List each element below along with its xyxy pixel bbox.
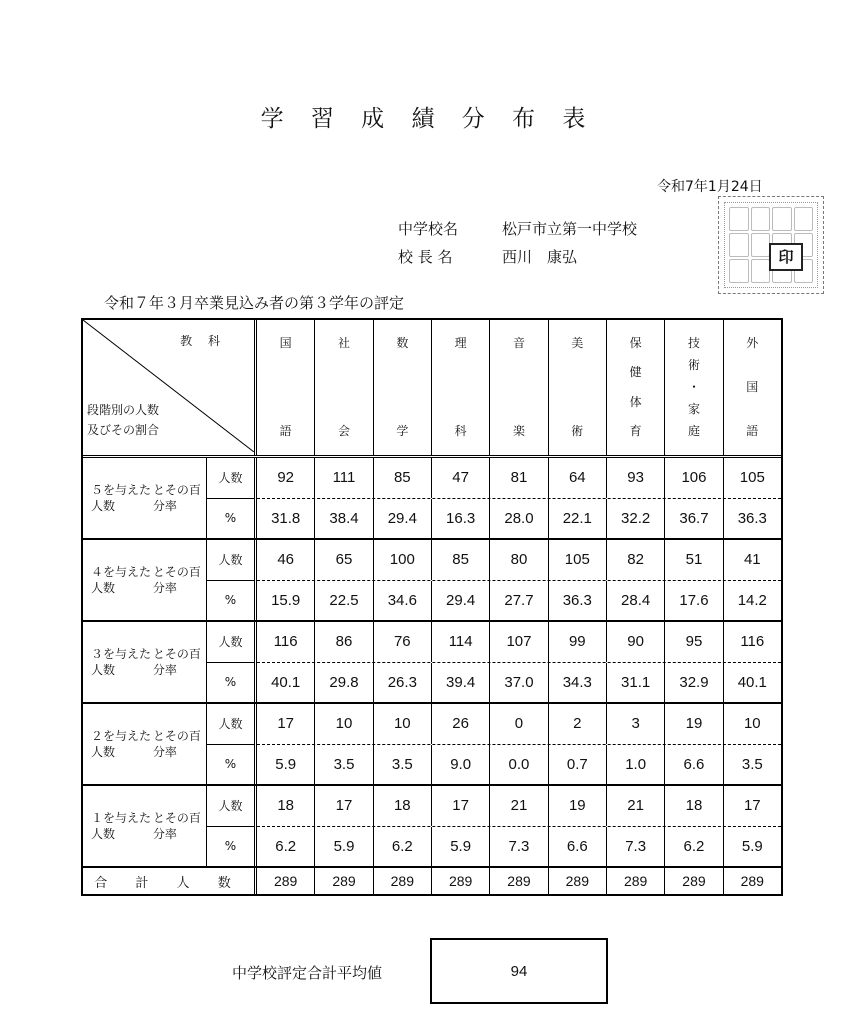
percent-row [257, 745, 781, 785]
unit-count-label: 人数 [207, 540, 254, 581]
grade-label [83, 786, 207, 866]
subject-char: 数 [396, 336, 409, 350]
count-cell: 81 [490, 458, 548, 498]
row-axis-label-line1: 段階別の人数 [87, 403, 160, 417]
total-cell: 289 [315, 868, 373, 894]
percent-cell: 6.2 [374, 827, 432, 867]
grade-label-line1: １を与えた人数 [91, 811, 152, 841]
subject-header-9 [724, 320, 781, 455]
percent-cell: 3.5 [374, 745, 432, 785]
grade-label-line1: ４を与えた人数 [91, 565, 152, 595]
count-cell: 105 [739, 469, 765, 487]
subject-char: 育 [629, 424, 642, 438]
percent-cell: 5.9 [741, 837, 763, 855]
count-cell: 10 [315, 704, 373, 744]
subject-char: 体 [629, 394, 642, 409]
unit-pct-label: % [224, 757, 237, 772]
percent-row [257, 581, 781, 621]
principal-name: 西川 康弘 [502, 248, 578, 266]
total-cell: 289 [549, 868, 607, 894]
percent-cell: 17.6 [665, 581, 723, 621]
count-cell: 95 [665, 622, 723, 662]
grade-label-line2: とその百分率 [152, 729, 201, 759]
unit-labels [207, 786, 257, 866]
count-row [257, 622, 781, 663]
count-row [257, 458, 781, 499]
principal-row [398, 246, 577, 267]
principal-label: 校 長 名 [398, 248, 453, 266]
document-title: 学 習 成 績 分 布 表 [260, 106, 596, 132]
unit-labels [207, 458, 257, 538]
count-cell: 17 [432, 786, 490, 826]
subject-header-5 [490, 320, 548, 455]
percent-cell: 39.4 [432, 663, 490, 703]
count-cell: 21 [490, 786, 548, 826]
subject-char: 楽 [512, 424, 525, 438]
subject-char: 家 [687, 402, 700, 416]
subject-header-2 [315, 320, 373, 455]
percent-cell: 1.0 [607, 745, 665, 785]
percent-cell: 38.4 [315, 499, 373, 539]
unit-pct-label: % [224, 675, 237, 690]
percent-cell: 40.1 [737, 673, 767, 691]
percent-cell: 32.9 [665, 663, 723, 703]
count-cell: 17 [257, 704, 315, 744]
count-cell: 64 [549, 458, 607, 498]
percent-cell: 32.2 [607, 499, 665, 539]
grade-group-row [83, 458, 781, 540]
unit-labels [207, 540, 257, 620]
count-cell: 80 [490, 540, 548, 580]
count-cell: 65 [315, 540, 373, 580]
subject-char: 術 [571, 424, 584, 438]
subject-char: 音 [512, 336, 525, 350]
unit-labels [207, 704, 257, 784]
school-label: 中学校名 [398, 220, 459, 238]
count-cell: 100 [374, 540, 432, 580]
percent-cell: 36.3 [737, 509, 767, 527]
percent-cell: 15.9 [257, 581, 315, 621]
percent-cell: 34.6 [374, 581, 432, 621]
grade-values [257, 458, 781, 538]
grade-label [83, 458, 207, 538]
average-label: 中学校評定合計平均値 [232, 964, 383, 982]
count-cell: 46 [257, 540, 315, 580]
count-cell: 18 [665, 786, 723, 826]
count-cell: 17 [315, 786, 373, 826]
grade-values [257, 622, 781, 702]
count-cell: 26 [432, 704, 490, 744]
total-label: 合 計 人 数 [83, 868, 257, 894]
total-cell: 289 [665, 868, 723, 894]
count-cell: 99 [549, 622, 607, 662]
subject-char: 外 [746, 336, 759, 350]
subject-char: 国 [279, 336, 292, 350]
total-cell: 289 [740, 873, 764, 889]
school-name: 松戸市立第一中学校 [502, 220, 638, 238]
subject-char: 技 [687, 336, 700, 350]
grade-label-line2: とその百分率 [152, 811, 201, 841]
count-cell: 19 [549, 786, 607, 826]
subject-char: 国 [746, 380, 759, 394]
subject-char: 美 [571, 336, 584, 350]
grade-group-row [83, 786, 781, 868]
percent-cell: 36.7 [665, 499, 723, 539]
percent-cell: 40.1 [257, 663, 315, 703]
count-cell: 19 [665, 704, 723, 744]
unit-pct-label: % [224, 593, 237, 608]
subject-char: 語 [279, 424, 292, 438]
total-cell: 289 [490, 868, 548, 894]
total-cell: 289 [607, 868, 665, 894]
grade-label-line2: とその百分率 [152, 483, 201, 513]
unit-pct-label: % [224, 511, 237, 526]
percent-cell: 5.9 [432, 827, 490, 867]
count-cell: 93 [607, 458, 665, 498]
subject-header-7 [607, 320, 665, 455]
unit-labels [207, 622, 257, 702]
unit-count-label: 人数 [207, 704, 254, 745]
school-row [398, 218, 637, 239]
percent-cell: 3.5 [741, 755, 763, 773]
subject-header-8 [665, 320, 723, 455]
document-date: 令和7年1月24日 [657, 179, 763, 195]
count-cell: 82 [607, 540, 665, 580]
grade-label-line1: ５を与えた人数 [91, 483, 152, 513]
percent-cell: 29.4 [374, 499, 432, 539]
percent-cell: 3.5 [315, 745, 373, 785]
percent-cell: 6.6 [549, 827, 607, 867]
percent-cell: 7.3 [490, 827, 548, 867]
subject-header-1 [257, 320, 315, 455]
subject-char: 会 [337, 424, 350, 438]
count-row [257, 786, 781, 827]
grade-label [83, 704, 207, 784]
percent-cell: 28.4 [607, 581, 665, 621]
count-cell: 47 [432, 458, 490, 498]
subject-char: ・ [687, 380, 700, 394]
subject-char: 健 [629, 365, 642, 380]
count-cell: 111 [315, 458, 373, 498]
count-cell: 86 [315, 622, 373, 662]
subject-char: 術 [687, 358, 700, 372]
grade-label [83, 622, 207, 702]
count-cell: 21 [607, 786, 665, 826]
count-cell: 107 [490, 622, 548, 662]
grade-group-row [83, 540, 781, 622]
average-value: 94 [510, 962, 528, 980]
subject-char: 社 [337, 336, 350, 350]
percent-row [257, 499, 781, 539]
count-row [257, 540, 781, 581]
unit-pct-label: % [224, 839, 237, 854]
count-cell: 3 [607, 704, 665, 744]
corner-header-cell [83, 320, 257, 455]
count-cell: 116 [257, 622, 315, 662]
count-cell: 114 [432, 622, 490, 662]
grade-label-line1: ２を与えた人数 [91, 729, 152, 759]
count-cell: 0 [490, 704, 548, 744]
percent-cell: 37.0 [490, 663, 548, 703]
percent-row [257, 827, 781, 867]
count-cell: 18 [374, 786, 432, 826]
percent-cell: 6.2 [665, 827, 723, 867]
count-cell: 17 [743, 797, 761, 815]
percent-row [257, 663, 781, 703]
count-cell: 51 [665, 540, 723, 580]
unit-count-label: 人数 [207, 622, 254, 663]
percent-cell: 5.9 [257, 745, 315, 785]
unit-count-label: 人数 [207, 786, 254, 827]
percent-cell: 22.1 [549, 499, 607, 539]
percent-cell: 7.3 [607, 827, 665, 867]
subject-header-6 [549, 320, 607, 455]
count-cell: 10 [374, 704, 432, 744]
percent-cell: 26.3 [374, 663, 432, 703]
count-cell: 106 [665, 458, 723, 498]
count-cell: 18 [257, 786, 315, 826]
subject-header-3 [374, 320, 432, 455]
percent-cell: 36.3 [549, 581, 607, 621]
grade-distribution-table [81, 318, 783, 896]
subject-char: 理 [454, 336, 467, 350]
table-header-row [83, 320, 781, 458]
percent-cell: 31.1 [607, 663, 665, 703]
total-cells [257, 868, 781, 894]
total-row [83, 868, 781, 894]
subject-header-4 [432, 320, 490, 455]
count-cell: 2 [549, 704, 607, 744]
subject-char: 保 [629, 336, 642, 350]
subject-axis-label: 教 科 [180, 334, 226, 348]
subject-headers [257, 320, 781, 455]
percent-cell: 5.9 [315, 827, 373, 867]
count-cell: 105 [549, 540, 607, 580]
count-cell: 90 [607, 622, 665, 662]
count-cell: 116 [740, 633, 765, 651]
subject-char: 庭 [687, 424, 700, 438]
average-value-box [430, 938, 608, 1004]
seal-mark: 印 [769, 243, 803, 271]
total-cell: 289 [374, 868, 432, 894]
percent-cell: 22.5 [315, 581, 373, 621]
percent-cell: 0.0 [490, 745, 548, 785]
grade-values [257, 540, 781, 620]
grade-values [257, 786, 781, 866]
row-axis-label [87, 400, 159, 440]
row-axis-label-line2: 及びその割合 [87, 423, 160, 437]
percent-cell: 27.7 [490, 581, 548, 621]
percent-cell: 16.3 [432, 499, 490, 539]
percent-cell: 29.4 [432, 581, 490, 621]
grade-label-line1: ３を与えた人数 [91, 647, 152, 677]
subject-char: 科 [454, 424, 467, 438]
subject-char: 語 [746, 424, 759, 438]
grade-rows [83, 458, 781, 868]
grade-label [83, 540, 207, 620]
count-cell: 85 [374, 458, 432, 498]
percent-cell: 29.8 [315, 663, 373, 703]
grade-label-line2: とその百分率 [152, 647, 201, 677]
total-cell: 289 [432, 868, 490, 894]
count-cell: 92 [257, 458, 315, 498]
count-cell: 10 [743, 715, 761, 733]
subject-char: 学 [396, 424, 409, 438]
count-row [257, 704, 781, 745]
table-caption: 令和７年３月卒業見込み者の第３学年の評定 [104, 294, 405, 312]
official-seal [718, 196, 824, 294]
unit-count-label: 人数 [207, 458, 254, 499]
percent-cell: 0.7 [549, 745, 607, 785]
count-cell: 76 [374, 622, 432, 662]
total-cell: 289 [257, 868, 315, 894]
percent-cell: 28.0 [490, 499, 548, 539]
grade-group-row [83, 704, 781, 786]
percent-cell: 6.6 [665, 745, 723, 785]
count-cell: 85 [432, 540, 490, 580]
grade-values [257, 704, 781, 784]
percent-cell: 9.0 [432, 745, 490, 785]
grade-group-row [83, 622, 781, 704]
percent-cell: 31.8 [257, 499, 315, 539]
percent-cell: 34.3 [549, 663, 607, 703]
percent-cell: 14.2 [737, 591, 767, 609]
percent-cell: 6.2 [257, 827, 315, 867]
count-cell: 41 [743, 551, 761, 569]
grade-label-line2: とその百分率 [152, 565, 201, 595]
